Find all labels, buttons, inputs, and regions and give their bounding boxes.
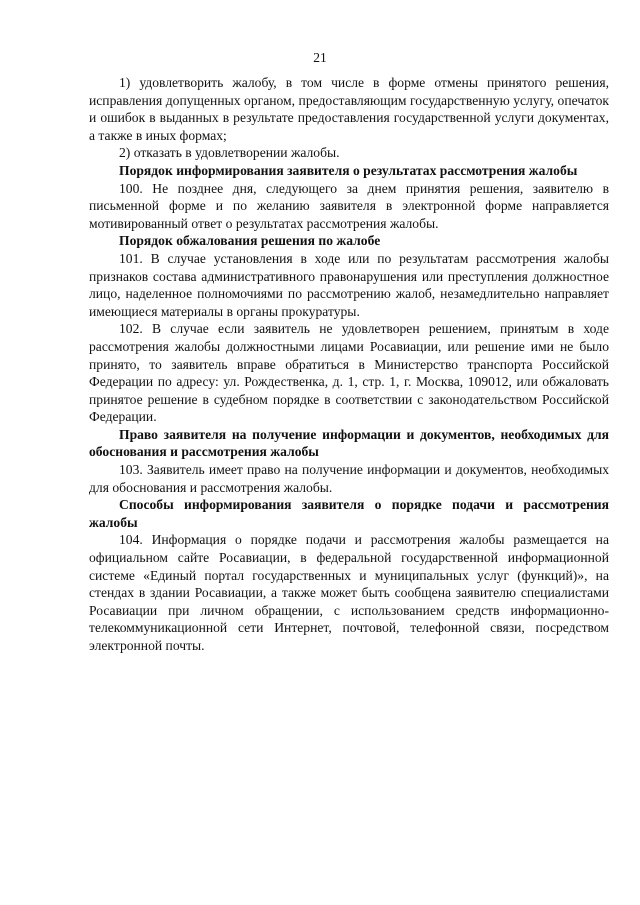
paragraph-100: 100. Не позднее дня, следующего за днем принятия решения, заявителю в письменной форме и по желанию заявителя в электронной форме направляется мотивированный ответ о результатах рассмотрения жалобы. — [89, 180, 609, 231]
paragraph-101: 101. В случае установления в ходе или по результатам рассмотрения жалобы признаков состава административного правонарушения или преступления должностное лицо, наделенное полномочиями по рассмотрению жалоб, незамедлительно направляет имеющиеся материалы в органы прокуратуры. — [89, 250, 609, 319]
paragraph-104: 104. Информация о порядке подачи и рассмотрения жалобы размещается на официальном сайте Росавиации, в федеральной государственной информационной системе «Единый портал государственных и муниципальных услуг (функций)», на стендах в здании Росавиации, а также может быть сообщена заявителю специалистами Росавиации при личном обращении, с использованием средств информационно-телекоммуникационной сети Интернет, почтовой, телефонной связи, посредством электронной почты. — [89, 532, 609, 653]
paragraph-item-2: 2) отказать в удовлетворении жалобы. — [119, 145, 340, 161]
paragraph-102: 102. В случае если заявитель не удовлетворен решением, принятым в ходе рассмотрения жалобы должностными лицами Росавиации, или решение ими не было принято, то заявитель вправе обратиться в Министерство транспорта Российской Федерации по адресу: ул. Рождественка, д. 1, стр. 1, г. Москва, 109012, или обжаловать принятое решение в судебном порядке в соответствии с законодательством Российской Федерации. — [89, 321, 609, 425]
page-number: 21 — [313, 50, 327, 65]
heading-complaint-result-informing: Порядок информирования заявителя о результатах рассмотрения жалобы — [119, 162, 578, 178]
paragraph-103: 103. Заявитель имеет право на получение информации и документов, необходимых для обоснования и рассмотрения жалобы. — [89, 462, 609, 495]
heading-informing-methods: Способы информирования заявителя о порядке подачи и рассмотрения жалобы — [89, 497, 609, 530]
paragraph-item-1: 1) удовлетворить жалобу, в том числе в форме отмены принятого решения, исправления допущенных органом, предоставляющим государственную услугу, опечаток и ошибок в выданных в результате предоставления государственной услуги документах, а также в иных формах; — [89, 75, 609, 143]
document-body — [89, 74, 609, 655]
heading-right-to-information: Право заявителя на получение информации и документов, необходимых для обоснования и рассмотрения жалобы — [89, 426, 609, 460]
heading-appeal-procedure: Порядок обжалования решения по жалобе — [119, 233, 381, 249]
